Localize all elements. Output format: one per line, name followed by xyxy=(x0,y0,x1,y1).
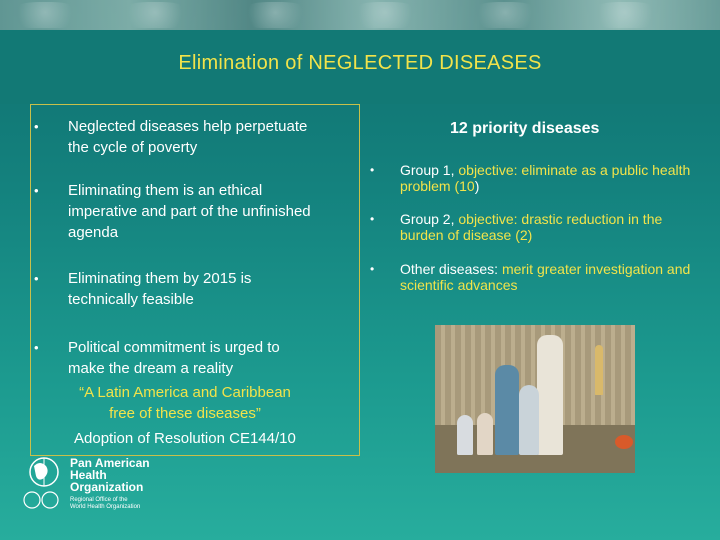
bullet-prefix: Group 2, xyxy=(400,211,459,227)
bullet-highlight: objective: drastic reduction in the burden of disease (2) xyxy=(400,211,663,243)
bullet-prefix: Group 1, xyxy=(400,162,459,178)
photo-person xyxy=(537,335,563,455)
face-photo xyxy=(10,2,80,28)
priority-heading: 12 priority diseases xyxy=(450,120,600,137)
left-bullet xyxy=(34,268,364,310)
quote-line: free of these diseases” xyxy=(109,405,261,422)
left-bullet xyxy=(34,180,364,244)
bullet-line: Neglected diseases help perpetuate xyxy=(68,118,308,135)
bullet-line: imperative and part of the unfinished xyxy=(68,203,311,220)
photo-bucket xyxy=(615,435,633,449)
photo-broom xyxy=(595,345,603,395)
adoption-text: Adoption of Resolution CE144/10 xyxy=(74,430,296,447)
bullet-line: Eliminating them by 2015 is xyxy=(68,270,252,287)
bullet-highlight: objective: eliminate as a public health problem (10 xyxy=(400,162,691,194)
bullet-line: Political commitment is urged to xyxy=(68,339,280,356)
bullet-suffix: ) xyxy=(474,178,480,194)
logo-sub-line: Regional Office of the xyxy=(70,497,128,503)
left-bullet xyxy=(34,337,364,379)
bullet-dot: • xyxy=(34,271,39,286)
bullet-dot: • xyxy=(370,212,375,226)
bullet-line: make the dream a reality xyxy=(68,360,234,377)
quote-line: “A Latin America and Caribbean xyxy=(79,384,291,401)
photo-person xyxy=(477,413,493,455)
face-photo xyxy=(590,2,660,28)
bullet-dot: • xyxy=(34,340,39,355)
bullet-prefix: Other diseases: xyxy=(400,261,502,277)
face-photo xyxy=(470,2,540,28)
header-photo-strip xyxy=(0,0,720,30)
logo-name-line: Pan American xyxy=(70,456,150,470)
bullet-dot: • xyxy=(370,163,375,177)
bullet-dot: • xyxy=(370,262,375,276)
bullet-highlight: merit greater investigation and scientific advances xyxy=(400,261,691,293)
photo-person xyxy=(495,365,519,455)
bullet-dot: • xyxy=(34,183,39,198)
bullet-line: the cycle of poverty xyxy=(68,139,198,156)
logo-name xyxy=(70,457,150,493)
bullet-dot: • xyxy=(34,119,39,134)
bullet-line: agenda xyxy=(68,224,119,241)
slide-title: Elimination of NEGLECTED DISEASES xyxy=(178,52,542,74)
photo-person xyxy=(519,385,539,455)
logo-sub-line: World Health Organization xyxy=(70,504,141,510)
logo-name-line: Health xyxy=(70,468,107,482)
logo-name-line: Organization xyxy=(70,480,144,494)
left-bullet xyxy=(34,116,364,158)
face-photo xyxy=(120,2,190,28)
bullet-line: Eliminating them is an ethical xyxy=(68,182,263,199)
family-photo xyxy=(435,325,635,473)
face-photo xyxy=(240,2,310,28)
logo-subtitle xyxy=(70,497,170,511)
photo-person xyxy=(457,415,473,455)
face-photo xyxy=(350,2,420,28)
bullet-line: technically feasible xyxy=(68,291,194,308)
resolution-quote xyxy=(60,382,310,424)
